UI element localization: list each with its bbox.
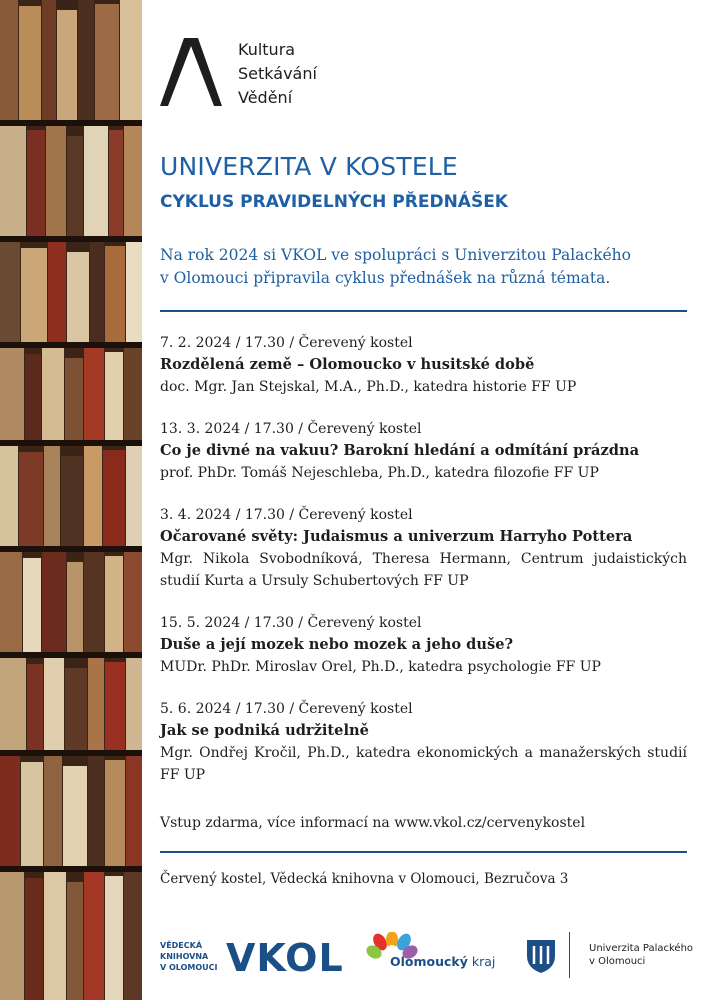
event-speaker: doc. Mgr. Jan Stejskal, M.A., Ph.D., katedra historie FF UP [160, 379, 577, 395]
venue-address: Červený kostel, Vědecká knihovna v Olomouci, Bezručova 3 [160, 871, 569, 887]
vkol-small-line-3: V OLOMOUCI [160, 963, 218, 972]
event-date: 13. 3. 2024 / 17.30 / Čerevený kostel [160, 421, 422, 437]
event-speaker: prof. PhDr. Tomáš Nejeschleba, Ph.D., katedra filozofie FF UP [160, 465, 599, 481]
brand-line-1: Kultura [238, 40, 296, 59]
event-date: 7. 2. 2024 / 17.30 / Čerevený kostel [160, 335, 413, 351]
brand-line-2: Setkávání [238, 64, 317, 83]
brand-line-3: Vědění [238, 88, 293, 107]
intro-line-2: v Olomouci připravila cyklus přednášek na různá témata. [160, 269, 611, 287]
event-date: 3. 4. 2024 / 17.30 / Čerevený kostel [160, 507, 413, 523]
event-title: Duše a její mozek nebo mozek a jeho duše? [160, 636, 514, 653]
event-speaker: Mgr. Ondřej Kročil, Ph.D., katedra ekonomických a manažerských studií FF UP [160, 745, 687, 783]
university-crest-icon [525, 938, 557, 974]
event-date: 5. 6. 2024 / 17.30 / Čerevený kostel [160, 701, 413, 717]
upol-logo [525, 932, 694, 978]
event-title: Jak se podniká udržitelně [160, 722, 369, 739]
vkol-small-line-1: VĚDECKÁ [160, 941, 203, 950]
entry-note: Vstup zdarma, více informací na www.vkol.cz/cervenykostel [160, 815, 586, 831]
event-speaker: MUDr. PhDr. Miroslav Orel, Ph.D., katedra psychologie FF UP [160, 659, 601, 675]
brand-words [238, 38, 317, 110]
event-item [160, 418, 687, 484]
page-subtitle: CYKLUS PRAVIDELNÝCH PŘEDNÁŠEK [160, 192, 508, 212]
a-logo-mark-icon [160, 38, 222, 106]
divider-bottom [160, 851, 687, 853]
event-title: Co je divné na vakuu? Barokní hledání a odmítání prázdna [160, 442, 640, 459]
event-title: Očarované světy: Judaismus a univerzum Harryho Pottera [160, 528, 633, 545]
region-bold: Olomoucký [390, 954, 468, 969]
vkol-logo: VKOL [226, 936, 344, 980]
logo-divider [569, 932, 570, 978]
event-item [160, 612, 687, 678]
event-item [160, 332, 687, 398]
intro-line-1: Na rok 2024 si VKOL ve spolupráci s Univerzitou Palackého [160, 246, 631, 264]
event-date: 15. 5. 2024 / 17.30 / Čerevený kostel [160, 615, 422, 631]
books-photo [0, 0, 142, 1000]
divider-top [160, 310, 687, 312]
region-rest: kraj [467, 954, 496, 969]
olomoucky-kraj-logo [360, 932, 510, 978]
event-speaker: Mgr. Nikola Svobodníková, Theresa Hermann, Centrum judaistických studií Kurta a Ursuly Schubertových FF UP [160, 551, 687, 589]
event-list [160, 332, 687, 806]
kultura-logo [160, 38, 360, 110]
olomoucky-kraj-text [390, 954, 495, 969]
intro-text [160, 244, 685, 290]
event-title: Rozdělená země – Olomoucko v husitské době [160, 356, 535, 373]
university-name [589, 942, 693, 968]
page-title: UNIVERZITA V KOSTELE [160, 152, 458, 181]
university-name-line-2: v Olomouci [589, 956, 646, 967]
event-item [160, 504, 687, 592]
partner-logos [160, 930, 694, 980]
event-item [160, 698, 687, 786]
vkol-small-text [160, 940, 218, 973]
vkol-small-line-2: KNIHOVNA [160, 952, 209, 961]
university-name-line-1: Univerzita Palackého [589, 943, 694, 954]
